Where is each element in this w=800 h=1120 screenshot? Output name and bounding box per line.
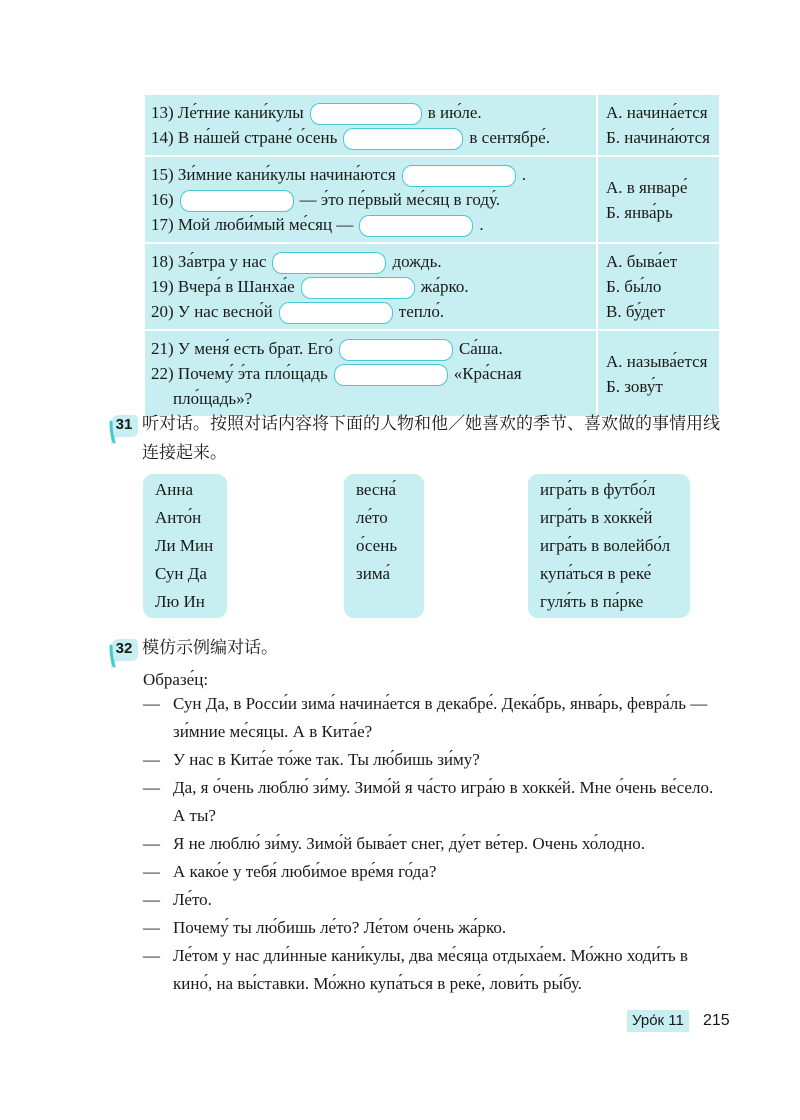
- list-item[interactable]: весна́: [356, 480, 397, 499]
- question-line: 16) — э́то пе́рвый ме́сяц в году́.: [151, 187, 596, 212]
- sample-dialogue: [143, 690, 728, 998]
- seasons-box: [344, 474, 424, 618]
- exercise-number-badge: 31: [108, 412, 140, 444]
- question-line: 20) У нас весно́й тепло́.: [151, 299, 596, 324]
- answer-blank[interactable]: [343, 128, 463, 150]
- list-item[interactable]: игра́ть в волейбо́л: [540, 536, 671, 555]
- list-item[interactable]: игра́ть в футбо́л: [540, 480, 656, 499]
- sample-label: Образе́ц:: [143, 670, 209, 689]
- answer-option: А. называ́ется: [606, 351, 708, 371]
- activities-box: [528, 474, 690, 618]
- list-item[interactable]: ле́то: [356, 508, 388, 527]
- answer-option: В. бу́дет: [606, 302, 665, 321]
- answer-cell: [597, 243, 720, 330]
- list-item[interactable]: игра́ть в хокке́й: [540, 508, 653, 527]
- question-line: 19) Вчера́ в Шанха́е жа́рко.: [151, 274, 596, 299]
- list-item[interactable]: зима́: [356, 564, 390, 583]
- answer-option: Б. начина́ются: [606, 128, 710, 147]
- exercise-31-heading: [108, 410, 728, 468]
- dialogue-line: — Я не люблю́ зи́му. Зимо́й быва́ет снег, ду́ет ве́тер. Очень хо́лодно.: [143, 834, 645, 853]
- list-item[interactable]: Сун Да: [155, 564, 207, 583]
- answer-option: Б. янва́рь: [606, 202, 673, 222]
- table-row: [144, 330, 720, 417]
- question-line: 14) В на́шей стране́ о́сень в сентябре́.: [151, 125, 596, 150]
- table-row: [144, 95, 720, 156]
- exercise-32-heading: [108, 634, 728, 663]
- exercise-number-badge: 32: [108, 636, 140, 668]
- question-line: 22) Почему́ э́та пло́щадь «Кра́сная: [151, 361, 596, 386]
- dialogue-line: — Ле́то.: [143, 890, 212, 909]
- dialogue-line: — Почему́ ты лю́бишь ле́то? Ле́том о́чень жа́рко.: [143, 918, 507, 937]
- list-item[interactable]: гуля́ть в па́рке: [540, 592, 644, 611]
- answer-option: А. быва́ет: [606, 252, 678, 271]
- question-line: 15) Зи́мние кани́кулы начина́ются .: [151, 162, 596, 187]
- people-box: [143, 474, 227, 618]
- dialogue-line: — А како́е у тебя́ люби́мое вре́мя го́да?: [143, 862, 437, 881]
- exercise-instruction: 模仿示例编对话。: [142, 638, 278, 658]
- table-row: [144, 243, 720, 330]
- list-item[interactable]: Анто́н: [155, 508, 202, 527]
- answer-blank[interactable]: [339, 339, 453, 361]
- list-item[interactable]: купа́ться в реке́: [540, 564, 652, 583]
- question-cell: [144, 156, 597, 243]
- list-item[interactable]: о́сень: [356, 536, 398, 555]
- answer-blank[interactable]: [402, 165, 516, 187]
- answer-blank[interactable]: [301, 277, 415, 299]
- answer-cell: [597, 95, 720, 156]
- dialogue-line: — Сун Да, в Росси́и зима́ начина́ется в декабре́. Дека́брь, янва́рь, февра́ль — зи́мние ме́сяцы. А в Кита́е?: [143, 694, 708, 741]
- question-cell: [144, 95, 597, 156]
- list-item[interactable]: Ли Мин: [155, 536, 214, 555]
- question-cell: [144, 243, 597, 330]
- list-item[interactable]: Лю Ин: [155, 592, 205, 611]
- answer-blank[interactable]: [334, 364, 448, 386]
- answer-blank[interactable]: [180, 190, 294, 212]
- answer-blank[interactable]: [279, 302, 393, 324]
- question-cell: [144, 330, 597, 417]
- answer-cell: [597, 330, 720, 417]
- table-row: [144, 156, 720, 243]
- answer-option: А. начина́ется: [606, 103, 708, 122]
- question-line: 17) Мой люби́мый ме́сяц — .: [151, 212, 596, 237]
- page-number: 215: [703, 1012, 730, 1029]
- answer-blank[interactable]: [310, 103, 422, 125]
- answer-cell: [597, 156, 720, 243]
- answer-blank[interactable]: [359, 215, 473, 237]
- exercise-table: [143, 95, 721, 418]
- question-line: 21) У меня́ есть брат. Его́ Са́ша.: [151, 336, 596, 361]
- exercise-instruction: 听对话。按照对话内容将下面的人物和他／她喜欢的季节、喜欢做的事情用线连接起来。: [142, 414, 720, 463]
- dialogue-line: — У нас в Кита́е то́же так. Ты лю́бишь зи́му?: [143, 750, 480, 769]
- answer-blank[interactable]: [272, 252, 386, 274]
- question-line-continued: пло́щадь»?: [173, 389, 253, 408]
- dialogue-line: — Да, я о́чень люблю́ зи́му. Зимо́й я ча́сто игра́ю в хокке́й. Мне о́чень ве́село. А ты?: [143, 778, 714, 825]
- dialogue-line: — Ле́том у нас дли́нные кани́кулы, два ме́сяца отдыха́ем. Мо́жно ходи́ть в кино́, на вы́ставки. Мо́жно купа́ться в реке́, лови́ть ры́бу.: [143, 946, 688, 993]
- question-line: 13) Ле́тние кани́кулы в ию́ле.: [151, 100, 596, 125]
- answer-option: Б. бы́ло: [606, 277, 662, 296]
- answer-option: Б. зову́т: [606, 376, 663, 396]
- lesson-tag: Уро́к 11: [627, 1010, 689, 1032]
- question-line: 18) За́втра у нас дождь.: [151, 249, 596, 274]
- answer-option: А. в январе́: [606, 177, 688, 197]
- list-item[interactable]: Анна: [155, 480, 194, 499]
